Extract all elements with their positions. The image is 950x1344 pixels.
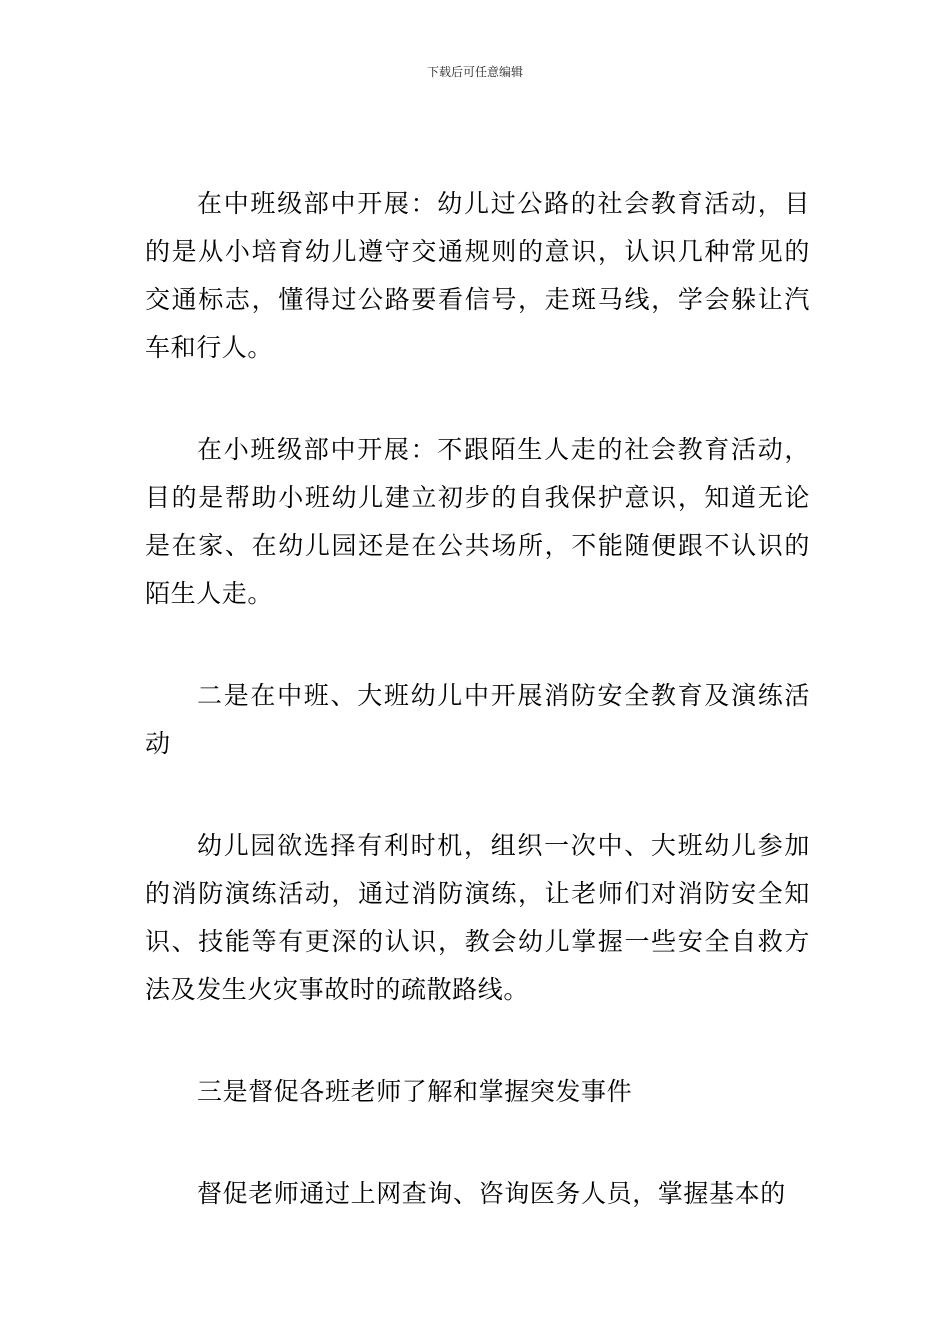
paragraph-fire-drill: 幼儿园欲选择有利时机，组织一次中、大班幼儿参加的消防演练活动，通过消防演练，让老师们对消防安全知识、技能等有更深的认识，教会幼儿掌握一些安全自救方法及发生火灾事故时的疏散路线。	[145, 831, 810, 1004]
document-body	[145, 180, 810, 1218]
paragraph-fire-safety-heading: 二是在中班、大班幼儿中开展消防安全教育及演练活动	[145, 681, 810, 758]
paragraph-emergency-heading: 三是督促各班老师了解和掌握突发事件	[197, 1077, 633, 1106]
paragraph-small-class-strangers: 在小班级部中开展：不跟陌生人走的社会教育活动，目的是帮助小班幼儿建立初步的自我保护意识，知道无论是在家、在幼儿园还是在公共场所，不能随便跟不认识的陌生人走。	[145, 435, 810, 608]
paragraph-teacher-supervision: 督促老师通过上网查询、咨询医务人员，掌握基本的	[197, 1179, 786, 1208]
page-header: 下载后可任意编辑	[426, 65, 523, 79]
paragraph-middle-class-traffic: 在中班级部中开展：幼儿过公路的社会教育活动，目的是从小培育幼儿遵守交通规则的意识，认识几种常见的交通标志，懂得过公路要看信号，走斑马线，学会躲让汽车和行人。	[145, 189, 810, 362]
